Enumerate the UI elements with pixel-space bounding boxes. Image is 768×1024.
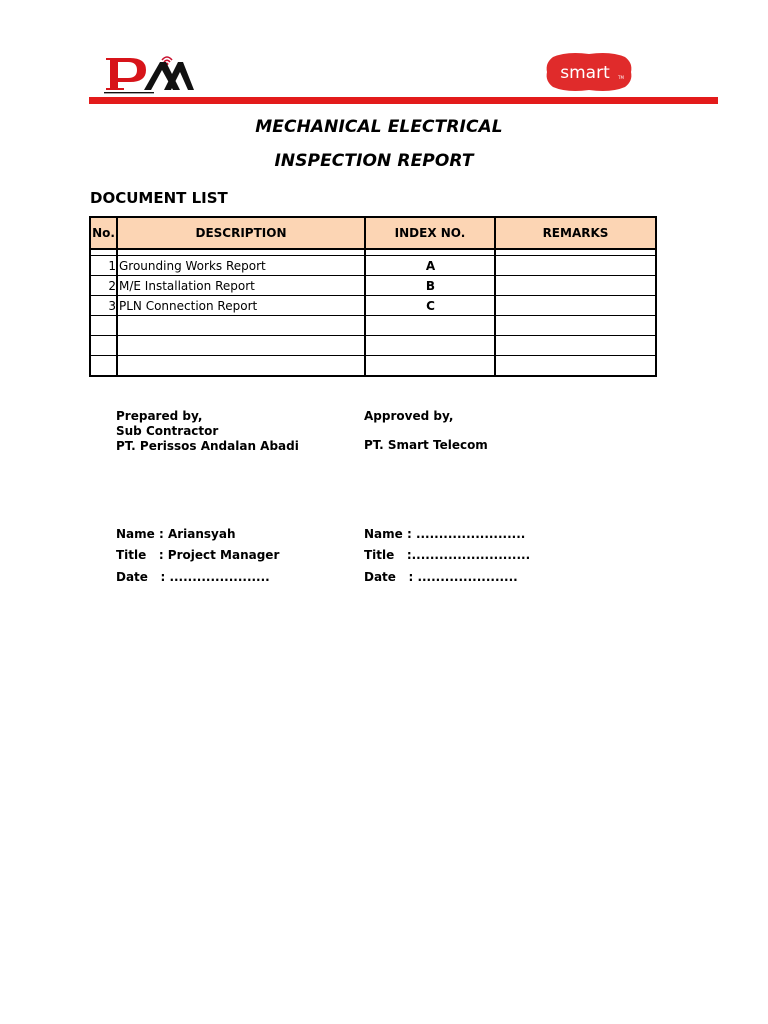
table-row (90, 276, 656, 296)
approved-by-name: Name : ........................ (364, 527, 526, 541)
row-number: 2 (90, 276, 117, 296)
row-remarks (495, 316, 656, 336)
row-number: 1 (90, 256, 117, 276)
row-number (90, 336, 117, 356)
column-header-index: INDEX NO. (365, 217, 495, 249)
table-row (90, 356, 656, 377)
column-header-no: No. (90, 217, 117, 249)
row-description: PLN Connection Report (117, 296, 365, 316)
report-title-line1: MECHANICAL ELECTRICAL (255, 117, 503, 137)
column-header-remarks: REMARKS (495, 217, 656, 249)
prepared-by-title: Title : Project Manager (116, 548, 280, 562)
prepared-by-name: Name : Ariansyah (116, 527, 236, 541)
prepared-by-role: Sub Contractor (116, 424, 219, 438)
row-index: A (365, 256, 495, 276)
header-divider (89, 97, 718, 104)
row-number (90, 316, 117, 336)
row-remarks (495, 276, 656, 296)
table-row (90, 296, 656, 316)
svg-text:TM: TM (618, 75, 624, 80)
paa-logo (100, 50, 194, 94)
table-header-row (90, 217, 656, 249)
approved-by-date: Date : ...................... (364, 570, 518, 584)
approved-by-label: Approved by, (364, 409, 454, 423)
svg-text:smart: smart (560, 63, 610, 83)
row-description (117, 336, 365, 356)
approved-by-company: PT. Smart Telecom (364, 438, 488, 452)
row-index: C (365, 296, 495, 316)
table-row (90, 316, 656, 336)
row-description (117, 316, 365, 336)
row-number: 3 (90, 296, 117, 316)
document-list-heading: DOCUMENT LIST (90, 189, 228, 207)
approved-by-title: Title :.......................... (364, 548, 531, 562)
row-remarks (495, 336, 656, 356)
row-index: B (365, 276, 495, 296)
row-remarks (495, 356, 656, 377)
prepared-by-label: Prepared by, (116, 409, 203, 423)
row-index (365, 356, 495, 377)
prepared-by-company: PT. Perissos Andalan Abadi (116, 439, 299, 453)
smart-logo (545, 51, 633, 93)
row-description (117, 356, 365, 377)
prepared-by-date: Date : ...................... (116, 570, 270, 584)
row-index (365, 336, 495, 356)
table-row (90, 336, 656, 356)
table-row (90, 256, 656, 276)
row-description: M/E Installation Report (117, 276, 365, 296)
report-title-line2: INSPECTION REPORT (274, 151, 474, 171)
document-list-table (89, 216, 657, 377)
row-number (90, 356, 117, 377)
column-header-description: DESCRIPTION (117, 217, 365, 249)
row-remarks (495, 256, 656, 276)
row-index (365, 316, 495, 336)
row-remarks (495, 296, 656, 316)
row-description: Grounding Works Report (117, 256, 365, 276)
